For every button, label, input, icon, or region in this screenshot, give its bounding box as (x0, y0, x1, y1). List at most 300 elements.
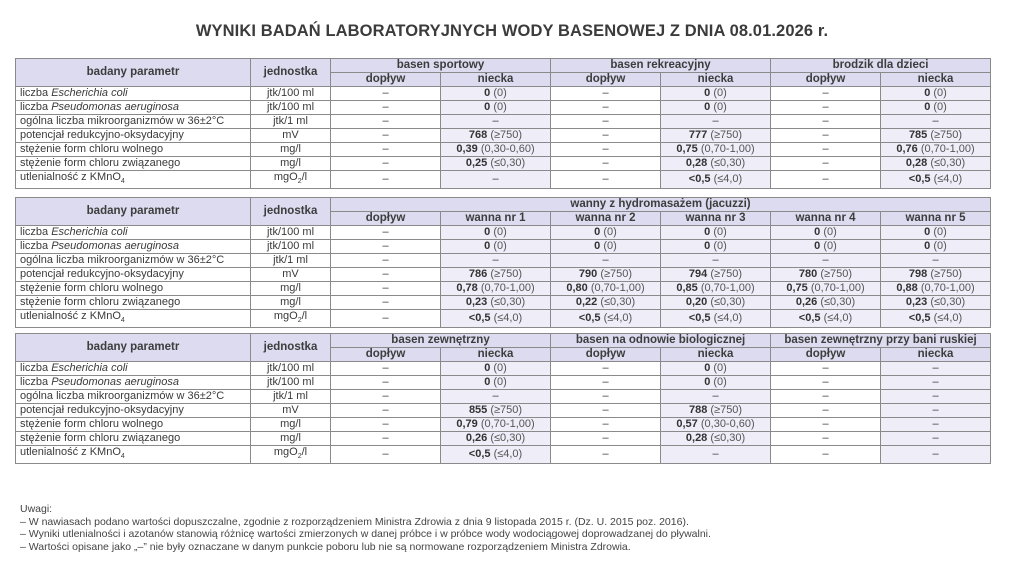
column-header: dopływ (331, 212, 441, 226)
limit-value: (≥750) (710, 129, 743, 141)
parameter-name: stężenie form chloru wolnego (16, 143, 251, 157)
result-cell (771, 432, 881, 446)
result-cell (661, 432, 771, 446)
result-value: – (822, 157, 829, 169)
column-header: niecka (441, 348, 551, 362)
result-value: – (382, 448, 389, 461)
limit-value: (≤4,0) (713, 312, 743, 325)
result-value: 0 (924, 240, 931, 252)
result-cell (331, 282, 441, 296)
result-value: – (602, 173, 609, 186)
unit-value: jtk/100 ml (251, 240, 331, 254)
table-row (16, 376, 991, 390)
result-cell (331, 87, 441, 101)
limit-value: (≤4,0) (933, 312, 963, 325)
limit-value: (0) (933, 240, 947, 252)
result-cell (881, 390, 991, 404)
limit-value: (0,70-1,00) (700, 143, 755, 155)
limit-value: (0) (493, 362, 507, 374)
limit-value: (0,70-1,00) (920, 282, 975, 294)
result-cell (331, 446, 441, 464)
parameter-name: liczba Escherichia coli (16, 362, 251, 376)
result-value: 0 (814, 226, 821, 238)
header-row (16, 334, 991, 348)
result-value: 0 (704, 240, 711, 252)
limit-value: (0) (823, 240, 837, 252)
result-cell (661, 240, 771, 254)
group-header: basen zewnętrzny (331, 334, 551, 348)
limit-value: (0,70-1,00) (480, 282, 535, 294)
result-cell (661, 376, 771, 390)
result-value: 788 (688, 404, 708, 416)
result-value: 0,20 (685, 296, 708, 308)
group-header: brodzik dla dzieci (771, 59, 991, 73)
result-value: – (822, 376, 829, 388)
result-cell (881, 254, 991, 268)
result-value: – (712, 254, 719, 266)
limit-value: (0) (493, 376, 507, 388)
result-value: <0,5 (798, 312, 821, 325)
parameter-name: liczba Pseudomonas aeruginosa (16, 101, 251, 115)
unit-value: mgO$_2$/l (251, 171, 331, 189)
result-value: – (382, 296, 389, 308)
table-row (16, 143, 991, 157)
result-value: 0 (704, 101, 711, 113)
result-cell (771, 376, 881, 390)
limit-value: (0) (713, 240, 727, 252)
result-value: – (602, 390, 609, 402)
limit-value: (≥750) (490, 268, 523, 280)
result-cell (661, 418, 771, 432)
limit-value: (≥750) (930, 268, 963, 280)
limit-value: (0,70-1,00) (480, 418, 535, 430)
result-cell (881, 157, 991, 171)
result-cell (661, 296, 771, 310)
result-cell (441, 404, 551, 418)
result-value: 777 (688, 129, 708, 141)
result-value: <0,5 (468, 448, 491, 461)
result-cell (441, 240, 551, 254)
param-header: badany parametr (16, 59, 251, 87)
result-value: – (382, 129, 389, 141)
unit-value: jtk/100 ml (251, 376, 331, 390)
result-value: – (822, 448, 829, 461)
result-cell (771, 362, 881, 376)
result-value: <0,5 (468, 312, 491, 325)
result-value: 0 (594, 226, 601, 238)
result-value: 0 (484, 226, 491, 238)
limit-value: (0) (603, 240, 617, 252)
result-value: 0 (704, 362, 711, 374)
unit-value: jtk/100 ml (251, 226, 331, 240)
result-cell (551, 115, 661, 129)
limit-value: (≤0,30) (820, 296, 856, 308)
result-cell (551, 226, 661, 240)
result-cell (441, 376, 551, 390)
result-value: 0,22 (575, 296, 598, 308)
result-value: 0,26 (795, 296, 818, 308)
result-cell (881, 87, 991, 101)
table-row (16, 87, 991, 101)
result-value: – (822, 101, 829, 113)
parameter-name: liczba Pseudomonas aeruginosa (16, 376, 251, 390)
unit-value: jtk/100 ml (251, 87, 331, 101)
result-value: – (382, 143, 389, 155)
column-header: niecka (661, 348, 771, 362)
result-cell (551, 376, 661, 390)
result-value: 0 (924, 226, 931, 238)
result-value: – (602, 115, 609, 127)
result-cell (771, 240, 881, 254)
table-row (16, 296, 991, 310)
result-cell (331, 157, 441, 171)
result-cell (771, 129, 881, 143)
column-header: dopływ (771, 348, 881, 362)
unit-value: mgO$_2$/l (251, 310, 331, 328)
results-table-outdoor (15, 333, 991, 464)
unit-value: mg/l (251, 143, 331, 157)
table-row (16, 418, 991, 432)
result-cell (661, 282, 771, 296)
result-value: <0,5 (908, 312, 931, 325)
result-cell (441, 129, 551, 143)
result-value: 0,80 (566, 282, 588, 294)
unit-value: mg/l (251, 157, 331, 171)
result-cell (661, 115, 771, 129)
result-value: – (822, 143, 829, 155)
result-value: – (822, 173, 829, 186)
result-cell (661, 268, 771, 282)
result-cell (661, 157, 771, 171)
result-value: – (492, 173, 499, 186)
unit-header: jednostka (251, 334, 331, 362)
note-item: – W nawiasach podano wartości dopuszczalne, zgodnie z rozporządzeniem Ministra Zdrowia z dnia 9 listopada 2015 r. (Dz. U. 2015 poz. 2016). (20, 515, 689, 528)
result-value: – (602, 157, 609, 169)
result-value: 780 (798, 268, 818, 280)
result-cell (331, 143, 441, 157)
result-cell (551, 390, 661, 404)
parameter-name: stężenie form chloru wolnego (16, 282, 251, 296)
result-cell (881, 446, 991, 464)
result-cell (881, 404, 991, 418)
parameter-name: potencjał redukcyjno-oksydacyjny (16, 268, 251, 282)
result-cell (551, 268, 661, 282)
column-header: wanna nr 5 (881, 212, 991, 226)
parameter-name: stężenie form chloru wolnego (16, 418, 251, 432)
result-cell (881, 171, 991, 189)
column-header: wanna nr 4 (771, 212, 881, 226)
result-value: <0,5 (688, 312, 711, 325)
limit-value: (≥750) (930, 129, 963, 141)
parameter-name: utlenialność z KMnO$_4$ (16, 171, 251, 189)
result-value: – (382, 268, 389, 280)
result-value: – (602, 362, 609, 374)
result-cell (331, 254, 441, 268)
result-value: 794 (688, 268, 708, 280)
result-value: – (382, 226, 389, 238)
limit-value: (0) (603, 226, 617, 238)
result-cell (441, 87, 551, 101)
result-cell (441, 390, 551, 404)
result-cell (881, 296, 991, 310)
result-value: – (932, 432, 939, 444)
result-cell (881, 129, 991, 143)
limit-value: (0) (493, 101, 507, 113)
result-cell (771, 282, 881, 296)
result-value: – (602, 101, 609, 113)
limit-value: (0,70-1,00) (590, 282, 645, 294)
limit-value: (≤4,0) (713, 173, 743, 186)
result-value: 785 (908, 129, 928, 141)
limit-value: (0) (933, 226, 947, 238)
result-value: – (932, 448, 939, 461)
unit-value: jtk/100 ml (251, 101, 331, 115)
result-cell (881, 418, 991, 432)
result-cell (661, 254, 771, 268)
result-value: – (712, 448, 719, 461)
column-header: niecka (881, 73, 991, 87)
param-header: badany parametr (16, 198, 251, 226)
result-cell (771, 226, 881, 240)
parameter-name: liczba Escherichia coli (16, 226, 251, 240)
limit-value: (0) (713, 101, 727, 113)
parameter-name: stężenie form chloru związanego (16, 157, 251, 171)
result-cell (771, 390, 881, 404)
result-value: – (382, 254, 389, 266)
result-value: – (822, 115, 829, 127)
result-value: – (822, 362, 829, 374)
result-cell (331, 362, 441, 376)
column-header: dopływ (551, 73, 661, 87)
result-cell (661, 101, 771, 115)
limit-value: (≤0,30) (930, 296, 966, 308)
table-row (16, 268, 991, 282)
result-value: 0,23 (465, 296, 488, 308)
table-row (16, 157, 991, 171)
result-cell (551, 296, 661, 310)
limit-value: (≤4,0) (493, 448, 523, 461)
result-cell (661, 226, 771, 240)
result-value: 0 (814, 240, 821, 252)
result-cell (771, 296, 881, 310)
result-cell (661, 129, 771, 143)
limit-value: (0) (933, 87, 947, 99)
group-header: basen na odnowie biologicznej (551, 334, 771, 348)
result-cell (331, 171, 441, 189)
result-cell (551, 254, 661, 268)
result-cell (331, 376, 441, 390)
param-header: badany parametr (16, 334, 251, 362)
result-value: – (822, 129, 829, 141)
result-value: – (932, 254, 939, 266)
result-value: – (382, 173, 389, 186)
result-value: 0 (484, 240, 491, 252)
result-value: – (602, 129, 609, 141)
result-cell (771, 87, 881, 101)
result-cell (881, 115, 991, 129)
parameter-name: ogólna liczba mikroorganizmów w 36±2°C (16, 254, 251, 268)
result-cell (551, 404, 661, 418)
result-value: – (382, 101, 389, 113)
result-cell (441, 432, 551, 446)
result-cell (881, 282, 991, 296)
result-value: – (602, 143, 609, 155)
parameter-name: stężenie form chloru związanego (16, 296, 251, 310)
parameter-name: ogólna liczba mikroorganizmów w 36±2°C (16, 390, 251, 404)
unit-value: mg/l (251, 296, 331, 310)
unit-value: jtk/100 ml (251, 362, 331, 376)
limit-value: (≥750) (820, 268, 853, 280)
result-cell (771, 418, 881, 432)
result-value: – (382, 404, 389, 416)
result-value: – (932, 362, 939, 374)
result-value: 768 (468, 129, 488, 141)
result-value: – (492, 115, 499, 127)
column-header: niecka (661, 73, 771, 87)
result-value: – (932, 376, 939, 388)
result-value: 0 (594, 240, 601, 252)
limit-value: (≤0,30) (490, 157, 526, 169)
unit-value: mV (251, 268, 331, 282)
result-value: – (932, 404, 939, 416)
table-row (16, 446, 991, 464)
result-cell (441, 418, 551, 432)
limit-value: (≤0,30) (600, 296, 636, 308)
result-cell (551, 157, 661, 171)
results-table-pools (15, 58, 991, 189)
table-row (16, 115, 991, 129)
result-value: 0 (484, 101, 491, 113)
table-row (16, 310, 991, 328)
result-cell (331, 129, 441, 143)
unit-value: mg/l (251, 418, 331, 432)
limit-value: (0) (493, 226, 507, 238)
column-header: dopływ (771, 73, 881, 87)
result-cell (881, 310, 991, 328)
limit-value: (≤0,30) (490, 296, 526, 308)
result-cell (441, 268, 551, 282)
result-cell (331, 390, 441, 404)
table-row (16, 240, 991, 254)
document-title: WYNIKI BADAŃ LABORATORYJNYCH WODY BASENOWEJ Z DNIA 08.01.2026 r. (195, 22, 829, 40)
column-header: niecka (441, 73, 551, 87)
result-value: 0 (704, 226, 711, 238)
result-cell (551, 240, 661, 254)
column-header: dopływ (331, 348, 441, 362)
result-cell (881, 143, 991, 157)
result-value: – (602, 448, 609, 461)
column-header: wanna nr 2 (551, 212, 661, 226)
parameter-name: ogólna liczba mikroorganizmów w 36±2°C (16, 115, 251, 129)
result-value: – (492, 254, 499, 266)
result-cell (881, 240, 991, 254)
table-row (16, 101, 991, 115)
result-value: – (382, 240, 389, 252)
column-header: dopływ (331, 73, 441, 87)
result-cell (551, 362, 661, 376)
limit-value: (≤0,30) (490, 432, 526, 444)
limit-value: (≤0,30) (710, 432, 746, 444)
limit-value: (≤4,0) (493, 312, 523, 325)
result-value: – (382, 390, 389, 402)
result-cell (881, 226, 991, 240)
result-value: 0,78 (456, 282, 478, 294)
result-cell (331, 101, 441, 115)
limit-value: (≥750) (490, 404, 523, 416)
result-cell (771, 446, 881, 464)
result-value: – (932, 390, 939, 402)
result-value: 790 (578, 268, 598, 280)
result-cell (551, 101, 661, 115)
header-row (16, 198, 991, 212)
limit-value: (0) (713, 226, 727, 238)
result-value: <0,5 (688, 173, 711, 186)
result-value: – (932, 418, 939, 430)
result-cell (441, 362, 551, 376)
result-value: 0,28 (685, 432, 708, 444)
limit-value: (≤0,30) (930, 157, 966, 169)
parameter-name: liczba Escherichia coli (16, 87, 251, 101)
table-row (16, 254, 991, 268)
result-cell (441, 254, 551, 268)
table-row (16, 432, 991, 446)
result-cell (441, 157, 551, 171)
result-value: – (712, 115, 719, 127)
limit-value: (≥750) (710, 268, 743, 280)
result-value: – (382, 282, 389, 294)
result-value: 0 (484, 87, 491, 99)
result-cell (441, 226, 551, 240)
limit-value: (≤4,0) (603, 312, 633, 325)
result-value: 0,85 (676, 282, 698, 294)
result-cell (771, 143, 881, 157)
result-cell (881, 362, 991, 376)
parameter-name: liczba Pseudomonas aeruginosa (16, 240, 251, 254)
result-value: – (602, 432, 609, 444)
result-cell (661, 362, 771, 376)
result-cell (881, 376, 991, 390)
group-header: wanny z hydromasażem (jacuzzi) (331, 198, 991, 212)
limit-value: (≤4,0) (933, 173, 963, 186)
limit-value: (≤0,30) (710, 296, 746, 308)
result-value: – (382, 376, 389, 388)
limit-value: (0) (713, 87, 727, 99)
unit-header: jednostka (251, 198, 331, 226)
result-cell (551, 282, 661, 296)
result-cell (771, 115, 881, 129)
limit-value: (0,70-1,00) (700, 282, 755, 294)
result-value: 0 (924, 87, 931, 99)
result-value: 0,28 (685, 157, 708, 169)
result-value: – (822, 432, 829, 444)
result-value: – (382, 115, 389, 127)
result-cell (771, 157, 881, 171)
result-cell (331, 240, 441, 254)
notes-heading: Uwagi: (20, 503, 53, 515)
result-cell (331, 432, 441, 446)
limit-value: (0,30-0,60) (480, 143, 535, 155)
result-cell (661, 143, 771, 157)
limit-value: (0) (493, 240, 507, 252)
result-cell (771, 254, 881, 268)
result-cell (441, 115, 551, 129)
table-row (16, 171, 991, 189)
result-value: 0,75 (676, 143, 698, 155)
note-item: – Wyniki utlenialności i azotanów stanowią różnicę wartości zmierzonych w danej próbce i w próbce wody wodociągowej doprowadzanej do pływalni. (20, 528, 711, 541)
result-value: <0,5 (578, 312, 601, 325)
result-cell (661, 446, 771, 464)
result-cell (881, 268, 991, 282)
